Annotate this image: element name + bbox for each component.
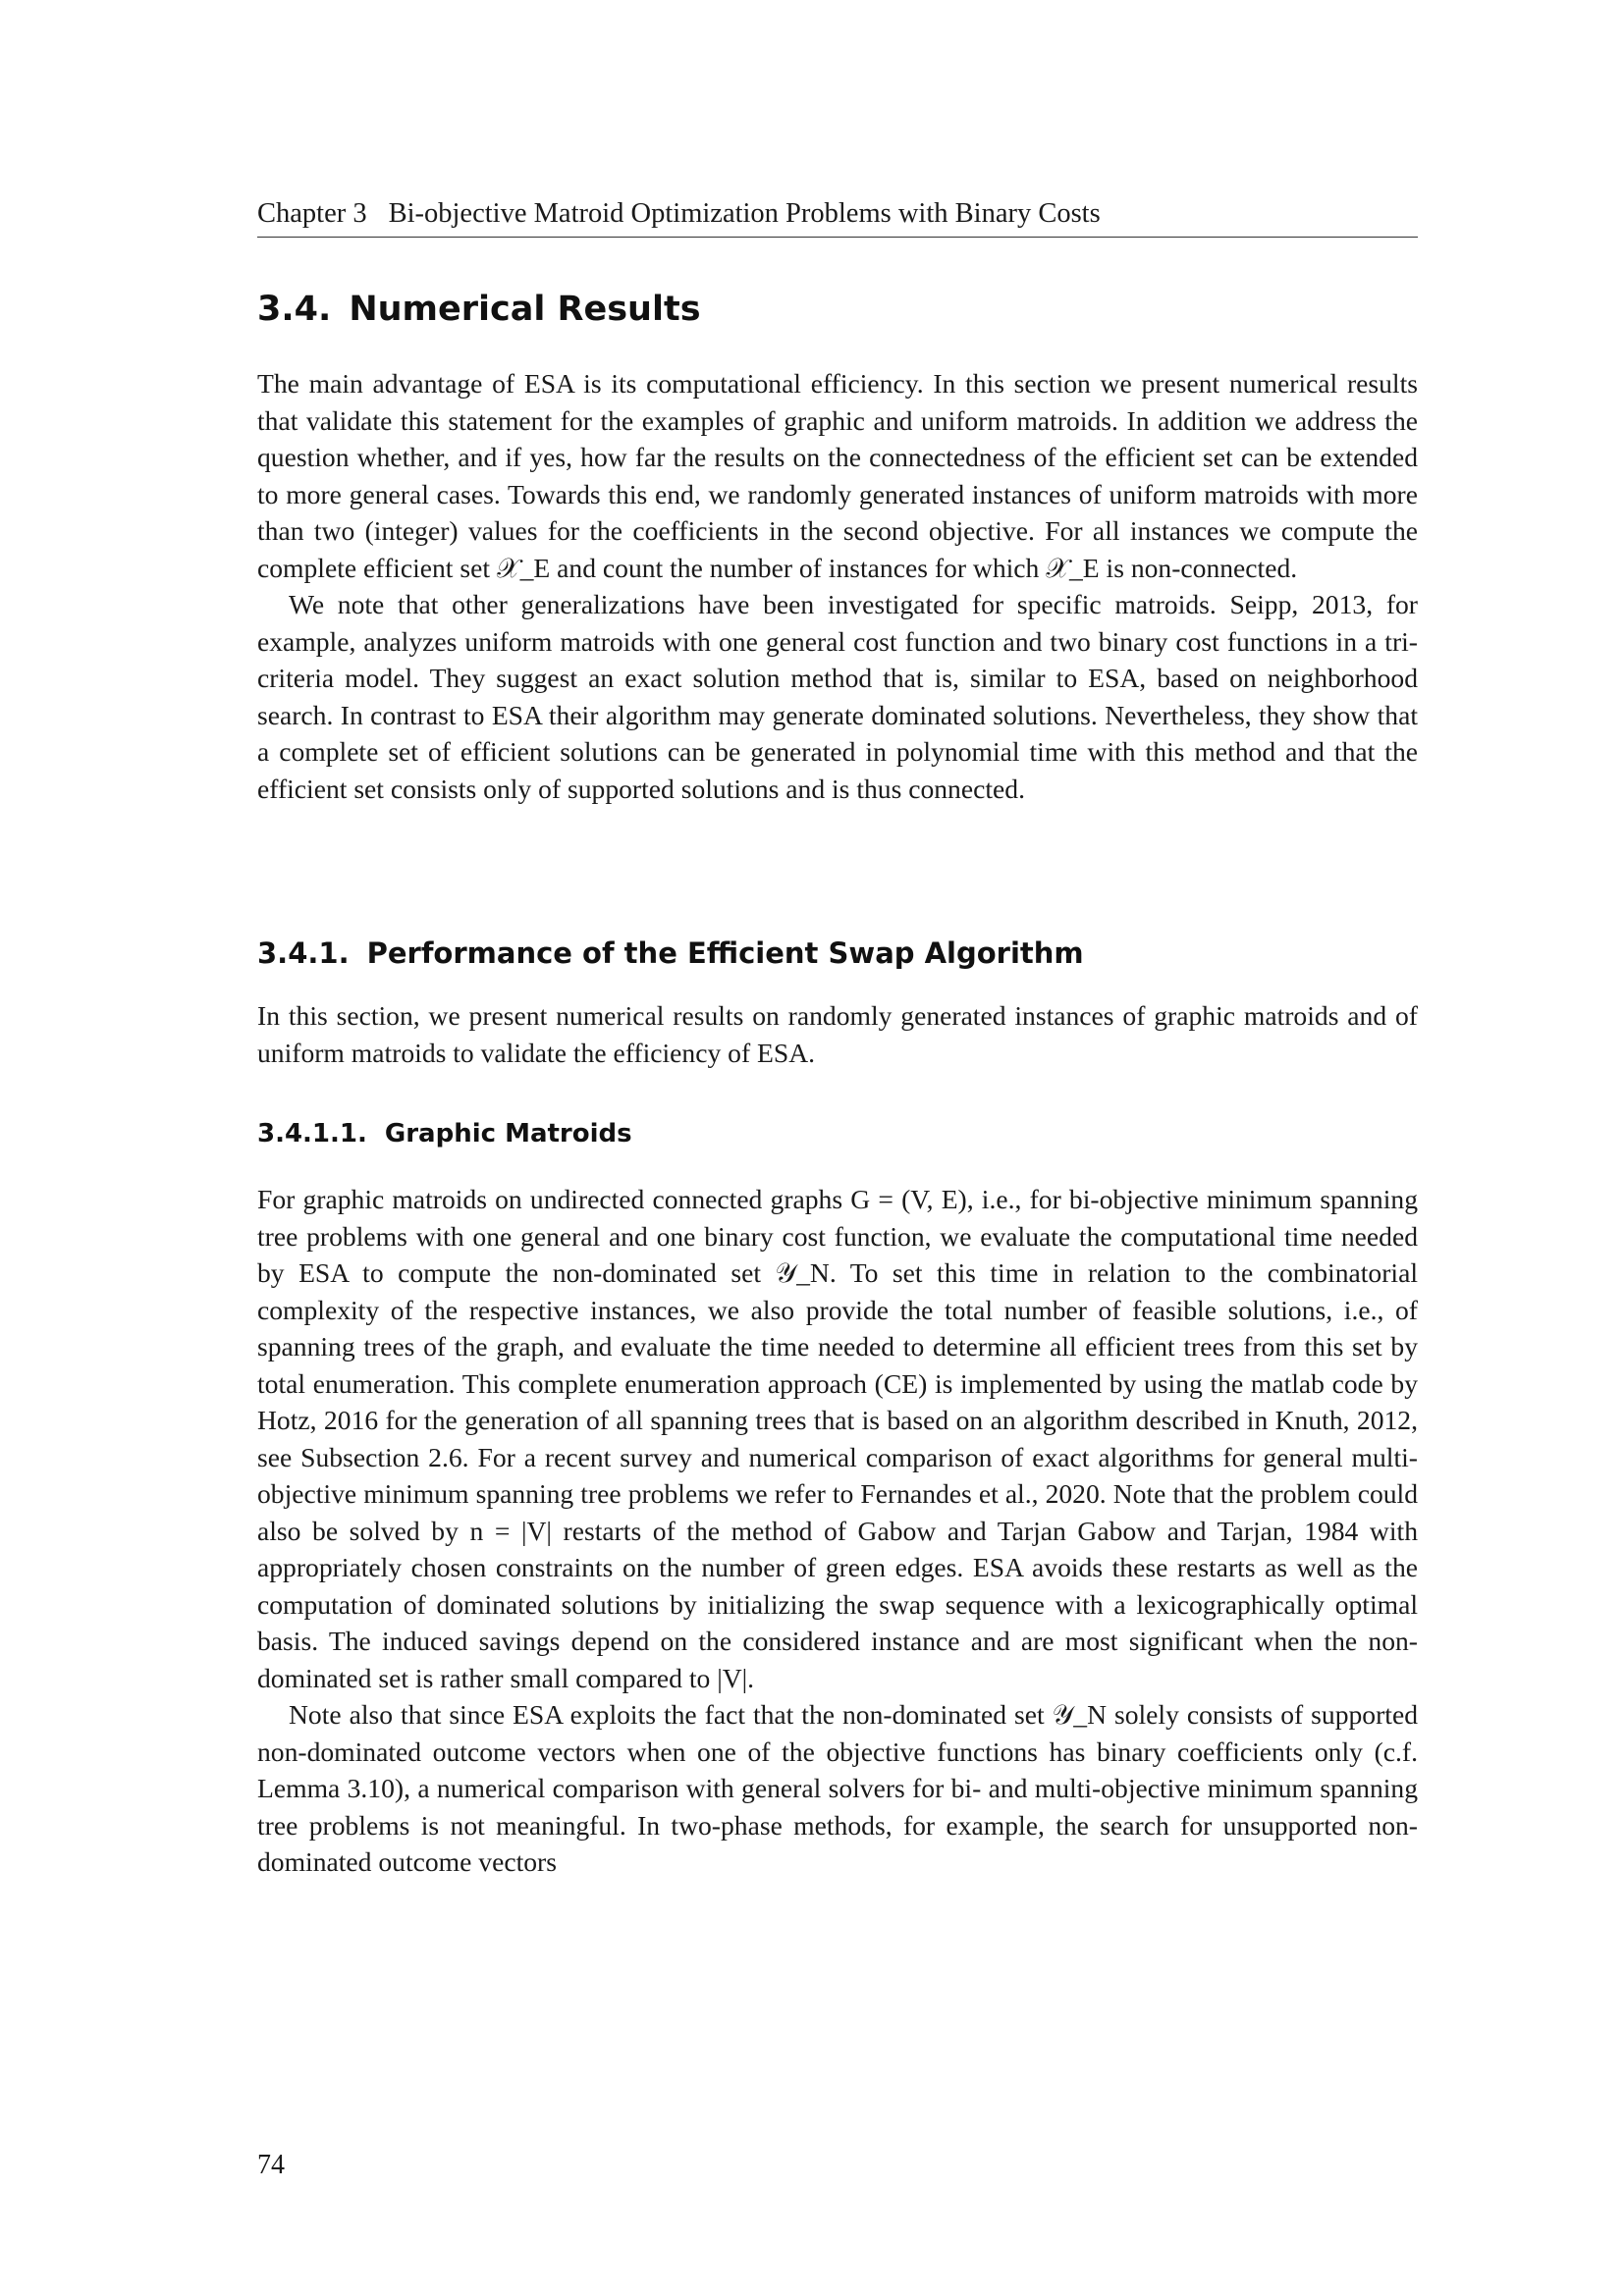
subsubsection-heading: [257, 1115, 1418, 1152]
subsection-heading: [257, 933, 1418, 974]
subsubsection-number: 3.4.1.1.: [257, 1119, 367, 1148]
subsubsection-title: Graphic Matroids: [384, 1119, 632, 1148]
subsubsection-body: [257, 1181, 1418, 1881]
paragraph: For graphic matroids on undirected connected graphs G = (V, E), i.e., for bi-objective minimum spanning tree problems with one general and one binary cost function, we evaluate the computational time needed by ESA to compute the non-dominated set 𝒴_N. To set this time in relation to the combinatorial complexity of the respective instances, we also provide the total number of feasible solutions, i.e., of spanning trees of the graph, and evaluate the time needed to determine all efficient trees from this set by total enumeration. This complete enumeration approach (CE) is implemented by using the matlab code by Hotz, 2016 for the generation of all spanning trees that is based on an algorithm described in Knuth, 2012, see Subsection 2.6. For a recent survey and numerical comparison of exact algorithms for general multi-objective minimum spanning tree problems we refer to Fernandes et al., 2020. Note that the problem could also be solved by n = |V| restarts of the method of Gabow and Tarjan Gabow and Tarjan, 1984 with appropriately chosen constraints on the number of green edges. ESA avoids these restarts as well as the computation of dominated solutions by initializing the swap sequence with a lexicographically optimal basis. The induced savings depend on the considered instance and are most significant when the non-dominated set is rather small compared to |V|.: [257, 1184, 1418, 1693]
subsection-body: [257, 997, 1418, 1071]
subsection-number: 3.4.1.: [257, 936, 350, 970]
subsection-title: Performance of the Efficient Swap Algorithm: [366, 936, 1084, 970]
section-title: Numerical Results: [349, 290, 701, 329]
paragraph: The main advantage of ESA is its computational efficiency. In this section we present numerical results that validate this statement for the examples of graphic and uniform matroids. In addition we address the question whether, and if yes, how far the results on the connectedness of the efficient set can be extended to more general cases. Towards this end, we randomly generated instances of uniform matroids with more than two (integer) values for the coefficients in the second objective. For all instances we compute the complete efficient set 𝒳_E and count the number of instances for which 𝒳_E is non-connected.: [257, 368, 1418, 583]
section-heading: [257, 285, 1418, 334]
chapter-title: Bi-objective Matroid Optimization Problems with Binary Costs: [388, 198, 1101, 229]
section-number: 3.4.: [257, 290, 332, 329]
paragraph: We note that other generalizations have been investigated for specific matroids. Seipp, 2013, for example, analyzes uniform matroids with one general cost function and two binary cost functions in a tri-criteria model. They suggest an exact solution method that is, similar to ESA, based on neighborhood search. In contrast to ESA their algorithm may generate dominated solutions. Nevertheless, they show that a complete set of efficient solutions can be generated in polynomial time with this method and that the efficient set consists only of supported solutions and is thus connected.: [257, 589, 1418, 804]
section-body: [257, 365, 1418, 807]
paper-page: [257, 0, 1418, 2296]
page-number: 74: [257, 2150, 285, 2180]
paragraph: In this section, we present numerical results on randomly generated instances of graphic matroids and of uniform matroids to validate the efficiency of ESA.: [257, 1000, 1418, 1068]
paragraph: Note also that since ESA exploits the fact that the non-dominated set 𝒴_N solely consists of supported non-dominated outcome vectors when one of the objective functions has binary coefficients only (c.f. Lemma 3.10), a numerical comparison with general solvers for bi- and multi-objective minimum spanning tree problems is not meaningful. In two-phase methods, for example, the search for unsupported non-dominated outcome vectors: [257, 1699, 1418, 1877]
running-header: [257, 194, 1418, 238]
chapter-label: Chapter 3: [257, 198, 367, 229]
